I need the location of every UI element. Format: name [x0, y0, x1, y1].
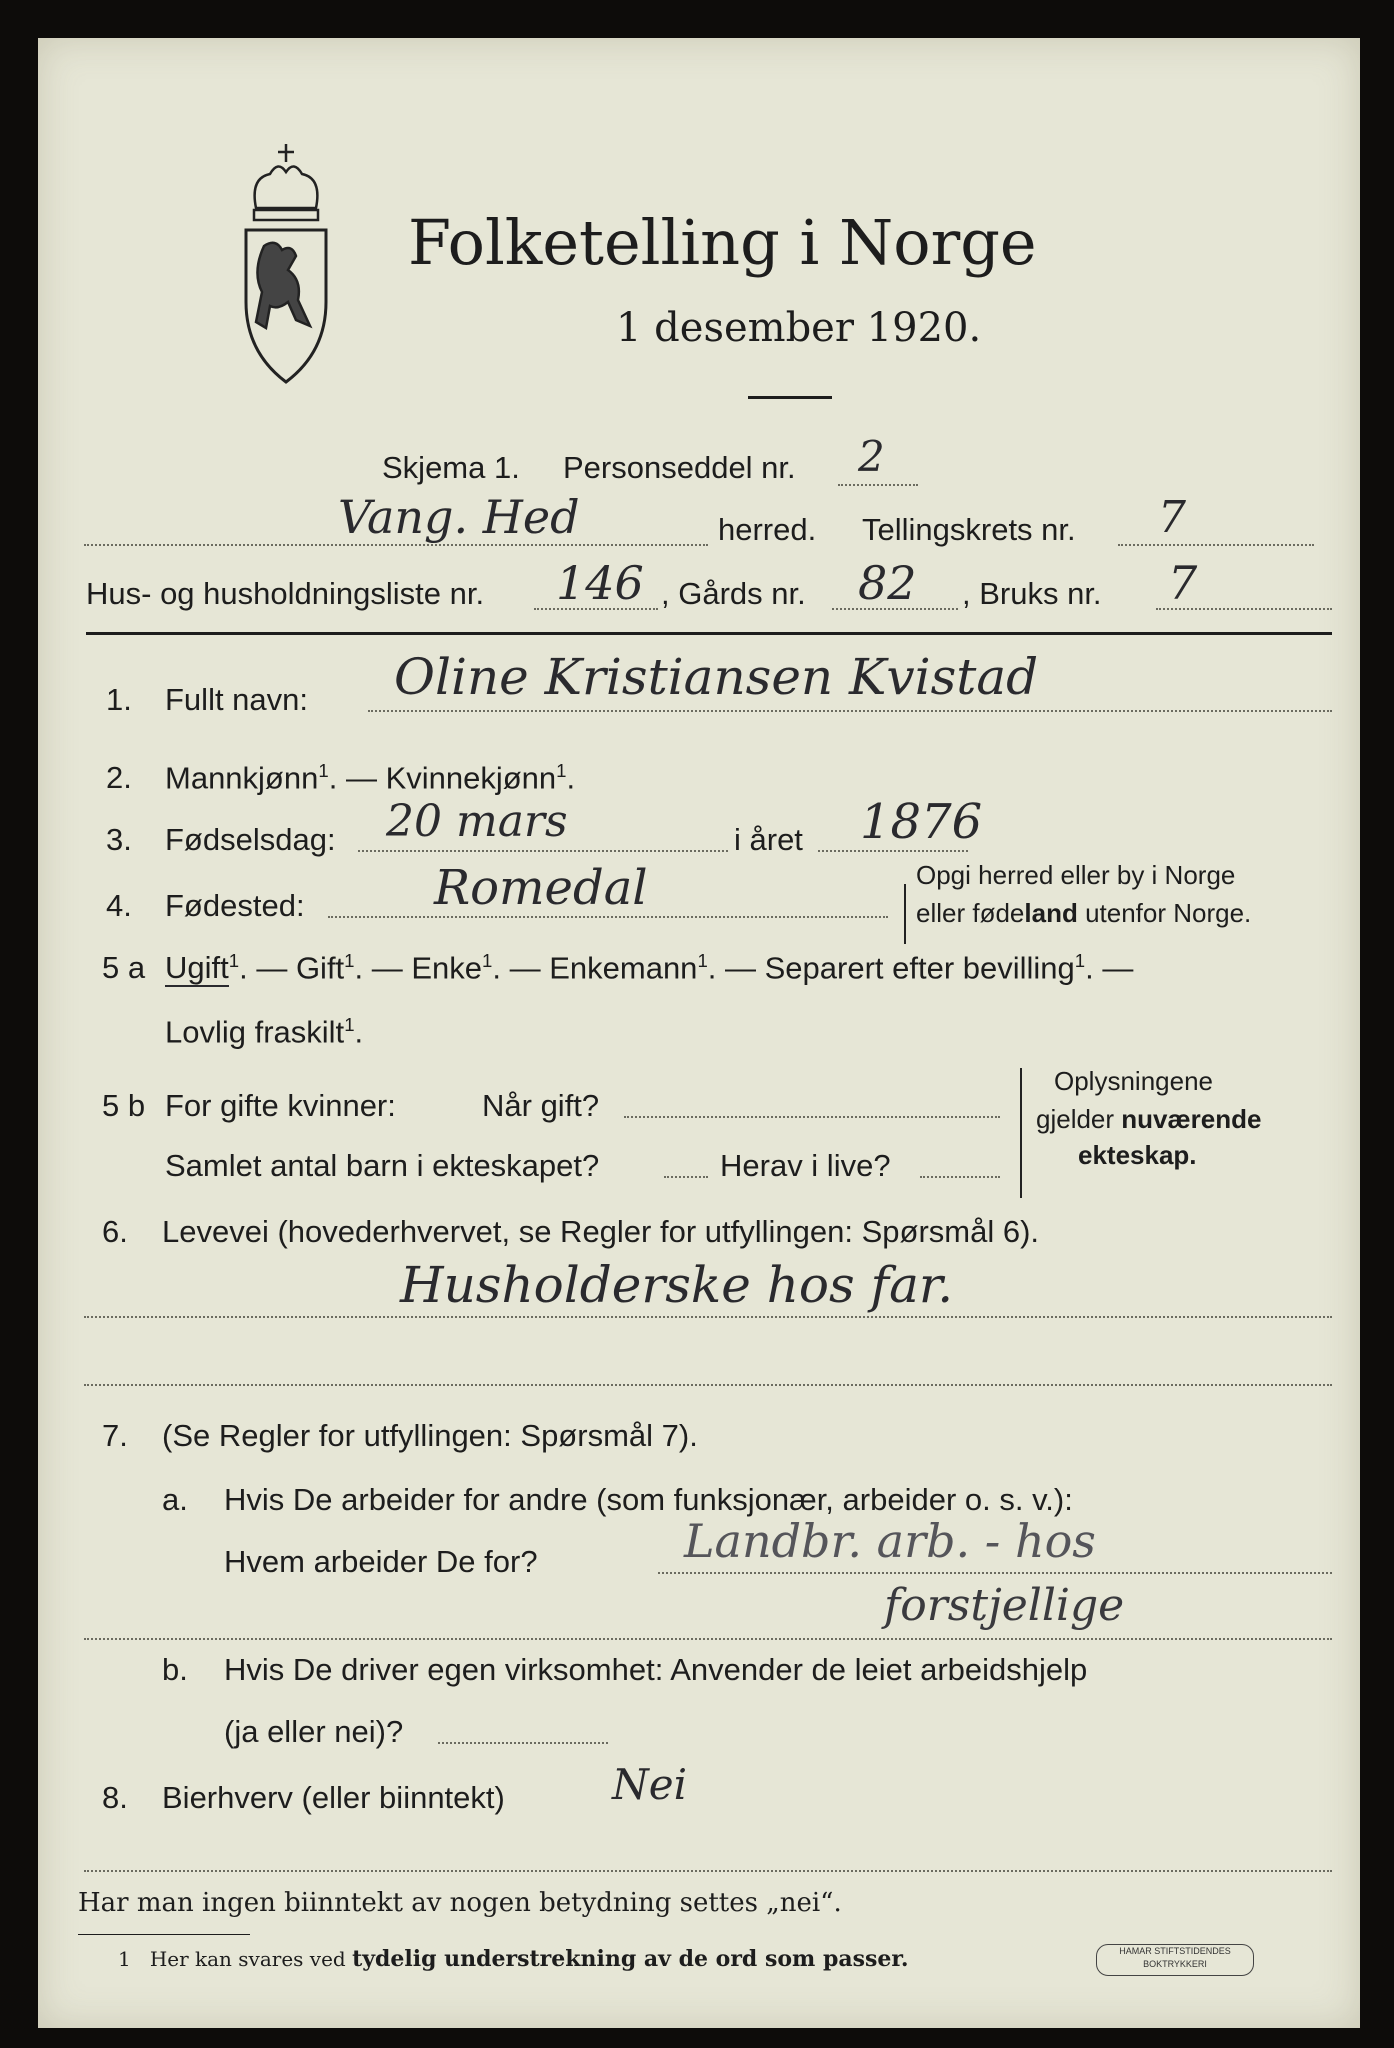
q5a-number: 5 a [102, 950, 146, 985]
q5b-label: For gifte kvinner: [165, 1088, 396, 1123]
bruks-label: , Bruks nr. [962, 576, 1102, 611]
q8-value: Nei [612, 1760, 688, 1809]
q5b-note-bold2: ekteskap. [1078, 1140, 1197, 1170]
q5a-gift: Gift [295, 950, 345, 986]
census-date: 1 desember 1920. [616, 305, 982, 351]
q3-number: 3. [106, 822, 132, 857]
hus-dots [534, 608, 658, 610]
printer-line1: HAMAR STIFTSTIDENDES [1119, 1946, 1231, 1956]
q5b-note-line3 [1078, 1142, 1197, 1168]
q7a-dots-2 [84, 1638, 1332, 1640]
q8-number: 8. [102, 1780, 128, 1815]
q5b-number: 5 b [102, 1088, 146, 1123]
q7a-value-2: forstjellige [884, 1580, 1125, 1631]
q5a-row: Ugift$^1$. — Gift$^1$. — Enke$^1$. — Enkemann$^1$. — Separert efter bevilling$^1$. — [165, 950, 1134, 986]
q5b-children-dots [664, 1176, 708, 1178]
q7a-who: Hvem arbeider De for? [224, 1544, 538, 1579]
coat-of-arms-icon [216, 138, 356, 388]
herred-dots [84, 544, 708, 546]
q7-label: (Se Regler for utfyllingen: Spørsmål 7). [162, 1418, 698, 1453]
q5a-row2: Lovlig fraskilt$^1$. [165, 1014, 364, 1050]
gards-dots [832, 608, 958, 610]
q7b-number: b. [162, 1652, 188, 1687]
q2-dash: — [345, 760, 377, 796]
tellingskrets-label: Tellingskrets nr. [862, 512, 1076, 547]
tellingskrets-value: 7 [1158, 492, 1186, 543]
q3-year-dots [818, 850, 968, 852]
hus-label: Hus- og husholdningsliste nr. [86, 576, 485, 611]
personseddel-value: 2 [858, 432, 885, 481]
title-divider [748, 396, 832, 399]
q6-value: Husholderske hos far. [400, 1256, 954, 1314]
printer-stamp [1096, 1944, 1254, 1976]
q6-dots-2 [84, 1384, 1332, 1386]
q4-value: Romedal [434, 860, 648, 916]
form-title: Folketelling i Norge [408, 206, 1037, 279]
q8-label: Bierhverv (eller biinntekt) [162, 1780, 505, 1815]
footnote-rule [78, 1934, 250, 1935]
q1-dots [368, 710, 1332, 712]
tellingskrets-dots [1118, 544, 1314, 546]
q2-male: Mannkjønn [165, 760, 319, 796]
footnote-bold: tydelig understrekning av de ord som passer. [352, 1946, 909, 1972]
footnote-number: 1 [118, 1947, 131, 1971]
q5a-fraskilt: Lovlig fraskilt [165, 1014, 345, 1050]
q4-note-text-a: eller føde [916, 898, 1025, 928]
q7a-dots-1 [658, 1572, 1332, 1574]
q7b-dots [438, 1742, 608, 1744]
q3-value: 20 mars [386, 796, 568, 847]
printer-line2: BOKTRYKKERI [1143, 1959, 1207, 1969]
q7-number: 7. [102, 1418, 128, 1453]
q6-label: Levevei (hovederhvervet, se Regler for utfyllingen: Spørsmål 6). [162, 1214, 1040, 1249]
q5b-brace [1020, 1068, 1022, 1198]
bruks-dots [1156, 608, 1332, 610]
q3-dots [358, 850, 728, 852]
footer-note: Har man ingen biinntekt av nogen betydning settes „nei“. [78, 1888, 842, 1918]
q4-label: Fødested: [165, 888, 305, 923]
q4-note-bold: land [1024, 898, 1078, 928]
q4-note-line1: Opgi herred eller by i Norge [916, 860, 1236, 890]
q5a-enkemann: Enkemann [549, 950, 698, 986]
q7b-label: Hvis De driver egen virksomhet: Anvender de leiet arbeidshjelp [224, 1652, 1088, 1687]
q3-year-label: i året [734, 822, 803, 857]
q4-number: 4. [106, 888, 132, 923]
gards-label: , Gårds nr. [661, 576, 806, 611]
q5b-note-text: gjelder [1036, 1104, 1122, 1134]
q5b-children: Samlet antal barn i ekteskapet? [165, 1148, 600, 1183]
header-rule [86, 632, 1332, 635]
q1-value: Oline Kristiansen Kvistad [394, 648, 1039, 706]
q2-number: 2. [106, 760, 132, 795]
q4-note-line2 [916, 900, 1251, 926]
q4-note-text-c: utenfor Norge. [1077, 898, 1252, 928]
schema-label: Skjema 1. [382, 450, 520, 485]
personseddel-dots [838, 484, 918, 486]
q2-female: Kvinnekjønn [385, 760, 557, 796]
q4-brace [904, 884, 906, 944]
q6-dots-1 [84, 1316, 1332, 1318]
q5b-note-line1: Oplysningene [1054, 1066, 1213, 1096]
q5a-ugift: Ugift [165, 950, 229, 986]
q2-row: Mannkjønn$^1$. — Kvinnekjønn$^1$. [165, 760, 576, 796]
q5b-when-dots [624, 1116, 1000, 1118]
q1-label: Fullt navn: [165, 682, 309, 717]
q5b-alive-dots [920, 1176, 1000, 1178]
q4-dots [328, 916, 888, 918]
q6-number: 6. [102, 1214, 128, 1249]
bruks-value: 7 [1168, 556, 1198, 610]
q5b-alive: Herav i live? [720, 1148, 891, 1183]
q7a-label: Hvis De arbeider for andre (som funksjonær, arbeider o. s. v.): [224, 1482, 1073, 1517]
q1-number: 1. [106, 682, 132, 717]
q5b-note-bold: nuværende [1121, 1104, 1262, 1134]
q3-year-value: 1876 [860, 794, 983, 850]
q5b-when: Når gift? [482, 1088, 600, 1123]
hus-value: 146 [556, 556, 644, 610]
q8-dots [84, 1870, 1332, 1872]
q7b-sub: (ja eller nei)? [224, 1714, 404, 1749]
q7a-number: a. [162, 1482, 188, 1517]
herred-value: Vang. Hed [338, 490, 580, 544]
gards-value: 82 [858, 556, 917, 610]
herred-label: herred. [718, 512, 817, 547]
census-form [38, 38, 1360, 2028]
q3-label: Fødselsdag: [165, 822, 336, 857]
footnote [118, 1948, 909, 1970]
q5b-note-line2 [1036, 1106, 1261, 1132]
footnote-text: Her kan svares ved [149, 1947, 346, 1971]
q5a-enke: Enke [411, 950, 483, 986]
personseddel-label: Personseddel nr. [563, 450, 796, 485]
q7a-value-1: Landbr. arb. - hos [684, 1514, 1096, 1568]
q5a-separert: Separert efter bevilling [764, 950, 1075, 986]
